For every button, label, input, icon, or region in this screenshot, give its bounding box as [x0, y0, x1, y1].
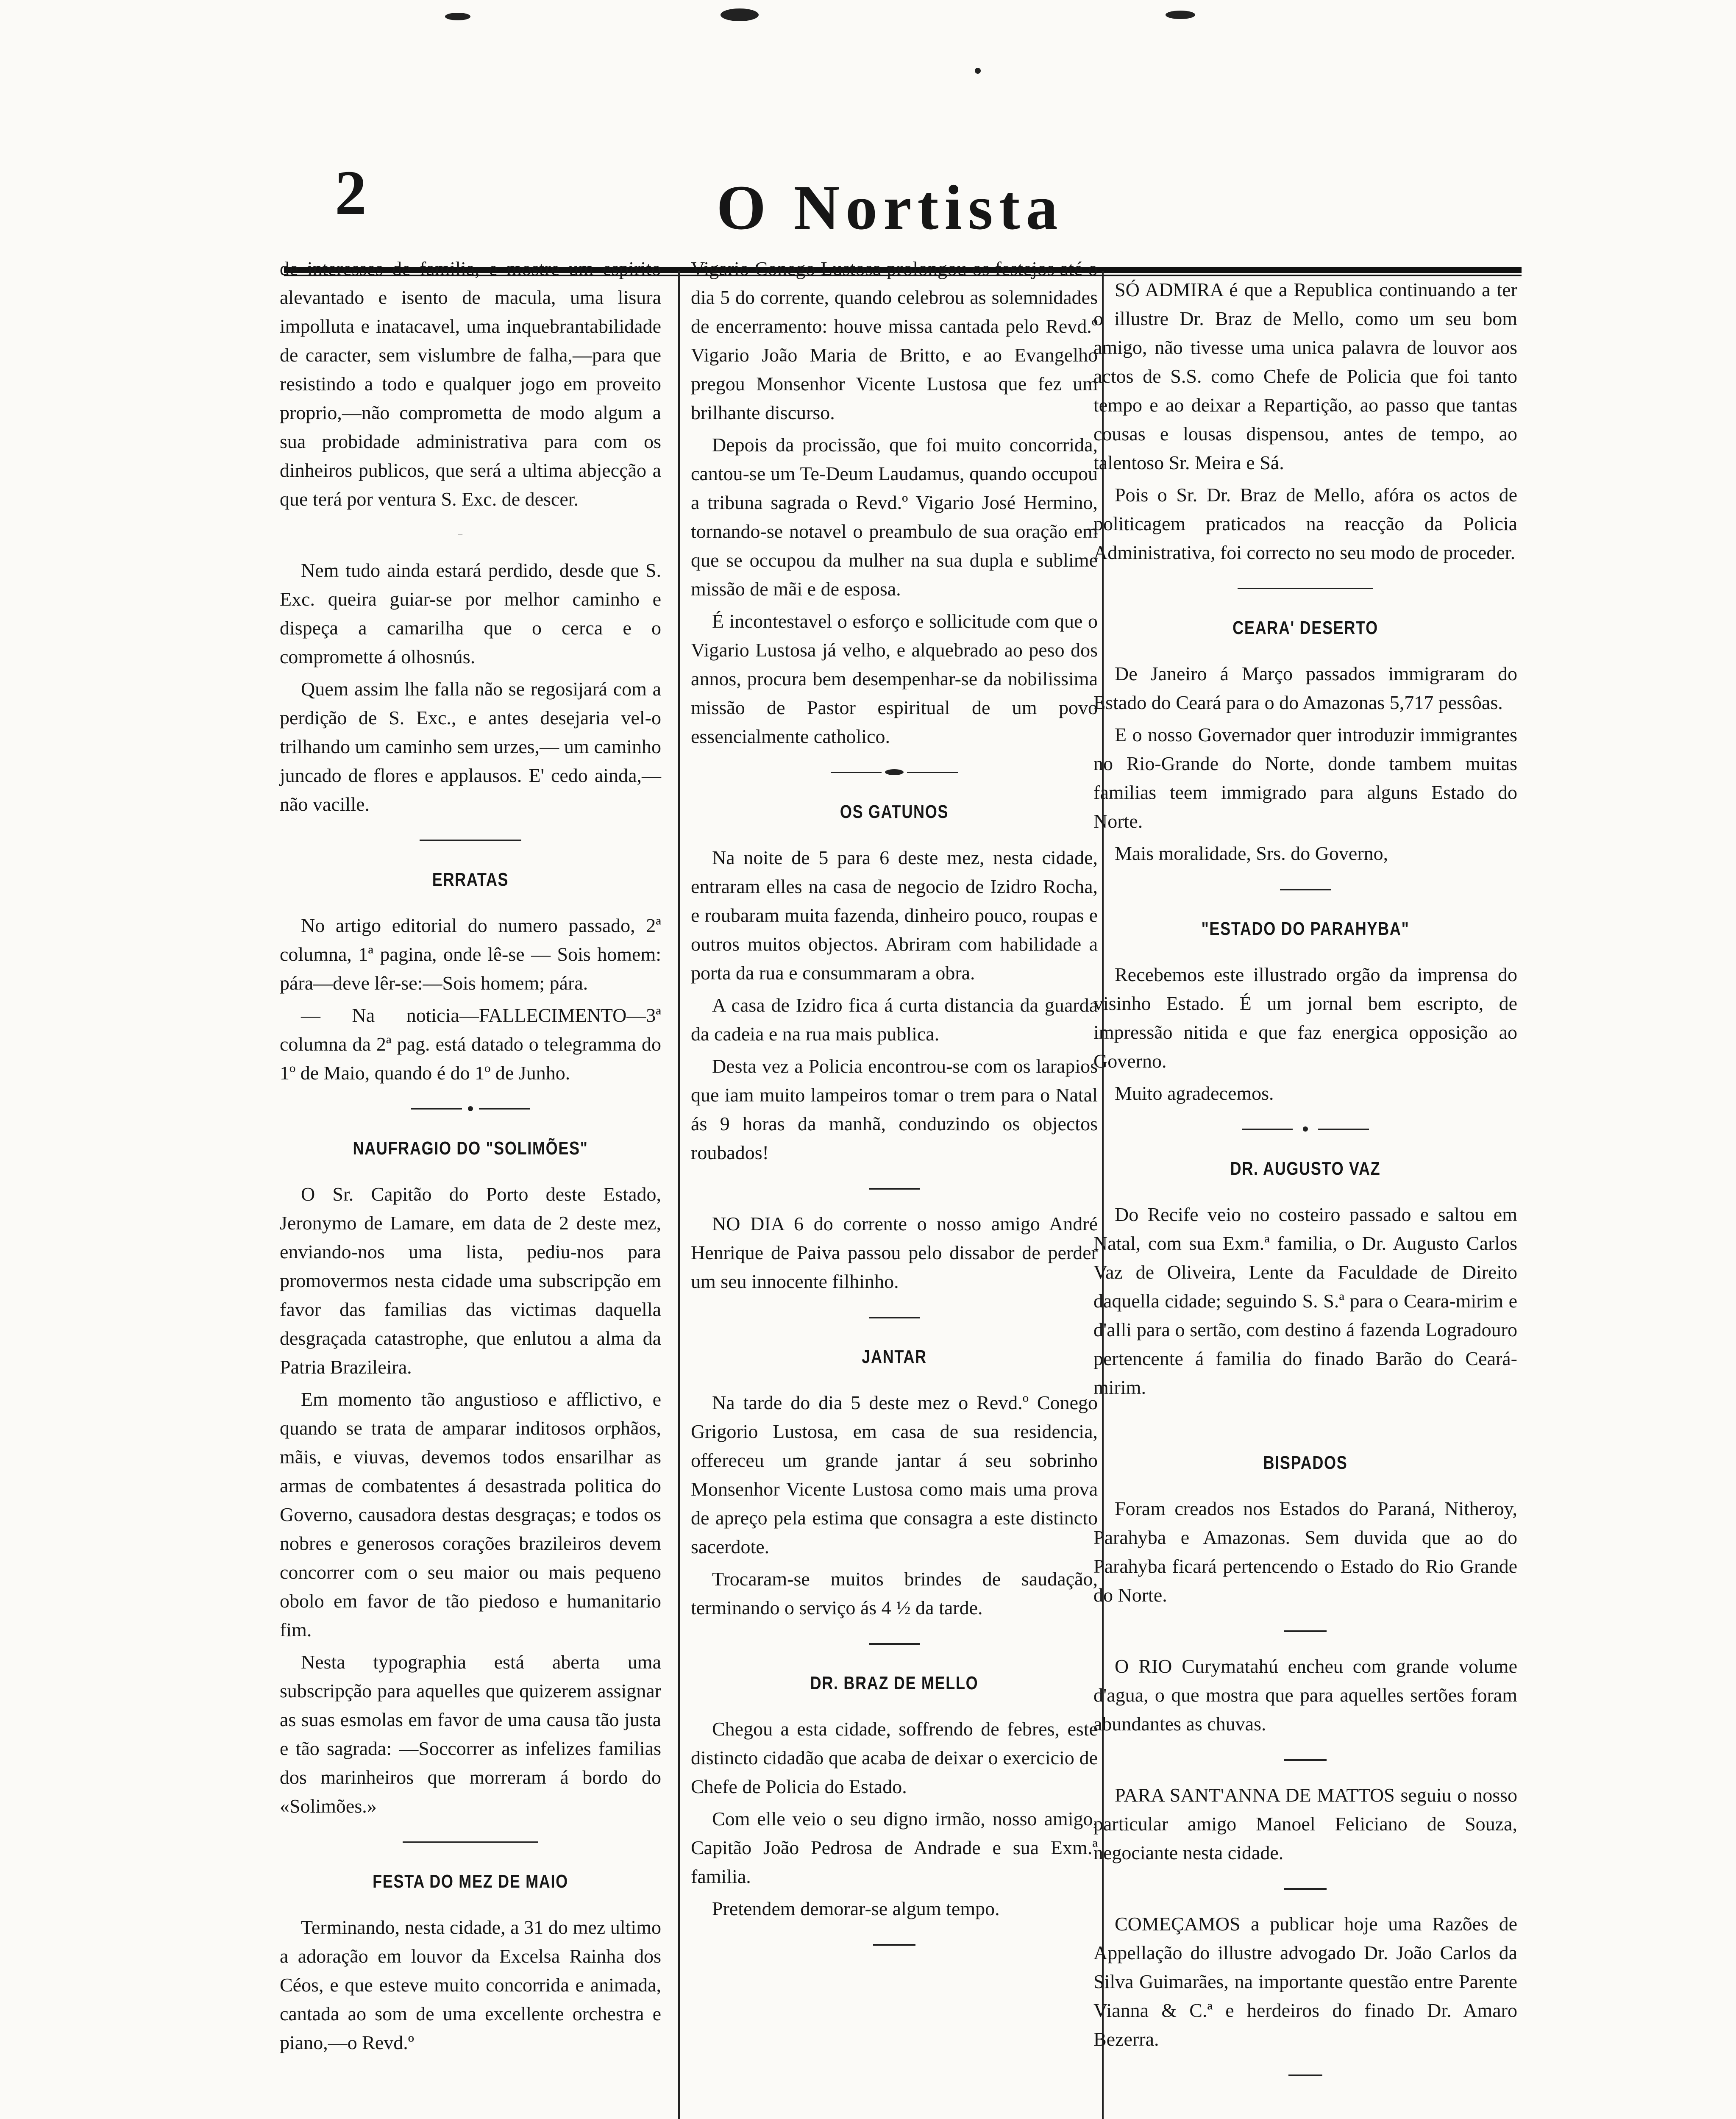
paragraph: O RIO Curymatahú encheu com grande volume d'agua, o que mostra que para aquelles sertões foram abundantes as chuvas. — [1093, 1655, 1517, 1735]
paragraph: PARA SANT'ANNA DE MATTOS seguiu o nosso particular amigo Manoel Feliciano de Souza, negociante nesta cidade. — [1093, 1784, 1517, 1863]
paragraph: Mais moralidade, Srs. do Governo, — [1115, 843, 1388, 864]
erratas-headline: ERRATAS — [432, 869, 509, 890]
paragraph: Trocaram-se muitos brindes de saudação, terminando o serviço ás 4 ½ da tarde. — [691, 1568, 1098, 1618]
paragraph: Recebemos este illustrado orgão da imprensa do visinho Estado. É um jornal bem escripto, de impressão nitida e que faz energica opposição ao Governo. — [1093, 964, 1517, 1072]
section-divider — [1238, 584, 1373, 592]
paragraph: — Na noticia—FALLECIMENTO—3ª columna da 2ª pag. está datado o telegramma do 1º de Maio, quando é do 1º de Junho. — [280, 1004, 661, 1084]
paragraph: Vigario Conego Lustosa prolongou os festejos até o dia 5 do corrente, quando celebrou as solemnidades de encerramento: houve missa cantada pelo Revd.º Vigario João Maria de Britto, e ao Evangelho pregou Monsenhor Vicente Lustosa que fez um brilhante discurso. — [691, 258, 1098, 423]
paragraph: E o nosso Governador quer introduzir immigrantes no Rio-Grande do Norte, donde tambem muitas familias teem immigrado para alguns Estado do Norte. — [1093, 724, 1517, 832]
section-divider — [1238, 2071, 1373, 2079]
gatunos-headline: OS GATUNOS — [840, 801, 949, 822]
paragraph: Do Recife veio no costeiro passado e saltou em Natal, com sua Exm.ª familia, o Dr. Augusto Carlos Vaz de Oliveira, Lente da Faculdade de Direito daquella cidade; seguindo S. S.ª para o Ceara-mirim e d'alli para o sertão, com destino á fazenda Logradouro pertencente á familia do finado Barão do Ceará-mirim. — [1093, 1204, 1517, 1398]
section-divider — [826, 1184, 962, 1193]
paragraph: Chegou a esta cidade, soffrendo de febres, este distincto cidadão que acaba de deixar o exercicio de Chefe de Policia do Estado. — [691, 1718, 1098, 1797]
page-number: 2 — [335, 158, 367, 228]
parahyba-headline: "ESTADO DO PARAHYBA" — [1201, 918, 1410, 939]
paragraph: Pois o Sr. Dr. Braz de Mello, afóra os actos de politicagem praticados na reacção da Policia Administrativa, foi correcto no seu modo de proceder. — [1093, 484, 1517, 563]
paragraph: NO DIA 6 do corrente o nosso amigo André Henrique de Paiva passou pelo dissabor de perder um seu innocente filhinho. — [691, 1213, 1098, 1292]
section-divider — [1238, 1755, 1373, 1764]
festa-headline: FESTA DO MEZ DE MAIO — [373, 1871, 568, 1892]
column-separator — [678, 271, 680, 2119]
jantar-headline: JANTAR — [862, 1346, 927, 1367]
paragraph: A casa de Izidro fica á curta distancia da guarda da cadeia e na rua mais publica. — [691, 994, 1098, 1045]
section-divider — [1238, 1627, 1373, 1635]
bispados-headline: BISPADOS — [1263, 1452, 1348, 1473]
section-divider — [826, 1940, 962, 1949]
section-divider — [1238, 1125, 1373, 1133]
paragraph: De Janeiro á Março passados immigraram do Estado do Ceará para o do Amazonas 5,717 pessôas. — [1093, 663, 1517, 713]
paragraph: O Sr. Capitão do Porto deste Estado, Jeronymo de Lamare, em data de 2 deste mez, enviando-nos uma lista, pediu-nos para promovermos nesta cidade uma subscripção em favor das familias das victimas daquella desgraçada catastrophe, que enlutou a alma da Patria Brazileira. — [280, 1183, 661, 1378]
ceara-headline: CEARA' DESERTO — [1232, 617, 1378, 638]
column-3 — [1093, 275, 1517, 2096]
section-divider — [403, 1104, 538, 1113]
paragraph: de interesses de familia, e mostre um espirito alevantado e isento de macula, uma lisura impolluta e inatacavel, uma inquebrantabilidade de caracter, sem vislumbre de falha,—para que resistindo a todo e qualquer jogo em proveito proprio,—não comprometta de modo algum a sua probidade administrativa para com os dinheiros publicos, que será a ultima abjecção a que terá por ventura S. Exc. de descer. — [280, 258, 661, 510]
paragraph: Em momento tão angustioso e afflictivo, e quando se trata de amparar inditosos orphãos, mãis, e viuvas, devemos todos ensarilhar as armas de combatentes á desastrada politica do Governo, causadora destas desgraças; e todos os nobres e generosos corações brazileiros devem concorrer com o seu maior ou mais pequeno obolo em favor de tão piedoso e humanitario fim. — [280, 1388, 661, 1641]
newspaper-masthead: O Nortista — [716, 172, 1064, 243]
paragraph: Na noite de 5 para 6 deste mez, nesta cidade, entraram elles na casa de negocio de Izidro Rocha, e roubaram muita fazenda, dinheiro pouco, roupas e outros muitos objectos. Abriram com habilidade a porta da rua e consummaram a obra. — [691, 847, 1098, 984]
section-divider — [458, 531, 483, 539]
paragraph: Na tarde do dia 5 deste mez o Revd.º Conego Grigorio Lustosa, em casa de sua residencia, offereceu um grande jantar á seu sobrinho Monsenhor Vicente Lustosa como mais uma prova de apreço pela estima que consagra a este distincto sacerdote. — [691, 1392, 1098, 1557]
section-divider — [826, 1639, 962, 1648]
scan-speck — [445, 13, 470, 20]
paragraph: Desta vez a Policia encontrou-se com os larapios que iam muito lampeiros tomar o trem para o Natal ás 9 horas da manhã, conduzindo os objectos roubados! — [691, 1055, 1098, 1163]
braz-headline: DR. BRAZ DE MELLO — [810, 1673, 979, 1694]
section-divider — [826, 1313, 962, 1321]
paragraph: No artigo editorial do numero passado, 2ª columna, 1ª pagina, onde lê-se — Sois homem: pára—deve lêr-se:—Sois homem; pára. — [280, 915, 661, 994]
paragraph: SÓ ADMIRA é que a Republica continuando a ter o illustre Dr. Braz de Mello, como um seu bom amigo, não tivesse uma unica palavra de louvor aos actos de S.S. como Chefe de Policia que foi tanto tempo e ao deixar a Repartição, ao passo que tantas cousas e lousas dispensou, antes de tempo, ao talentoso Sr. Meira e Sá. — [1093, 279, 1517, 473]
section-divider — [403, 836, 538, 844]
vaz-headline: DR. AUGUSTO VAZ — [1230, 1158, 1381, 1179]
column-1 — [280, 254, 661, 2061]
scan-speck — [721, 8, 759, 21]
paragraph: É incontestavel o esforço e sollicitude com que o Vigario Lustosa já velho, e alquebrado ao peso dos annos, procura bem desempenhar-se da nobilissima missão de Pastor espiritual de um povo essencialmente catholico. — [691, 610, 1098, 747]
scan-speck — [1166, 11, 1195, 19]
paragraph: Nem tudo ainda estará perdido, desde que S. Exc. queira guiar-se por melhor caminho e dispeça a camarilha que o cerca e o compromette á olhosnús. — [280, 559, 661, 667]
paragraph: Nesta typographia está aberta uma subscripção para aquelles que quizerem assignar as suas esmolas em favor de uma causa tão justa e tão sagrada: —Soccorrer as infelizes familias dos marinheiros que morreram á bordo do «Solimões.» — [280, 1651, 661, 1817]
column-2 — [691, 254, 1098, 1966]
paragraph: Pretendem demorar-se algum tempo. — [712, 1898, 1000, 1919]
paragraph: Com elle veio o seu digno irmão, nosso amigo, Capitão João Pedrosa de Andrade e sua Exm.ª familia. — [691, 1808, 1098, 1887]
paragraph: Foram creados nos Estados do Paraná, Nitheroy, Parahyba e Amazonas. Sem duvida que ao do Parahyba ficará pertencendo o Estado do Rio Grande do Norte. — [1093, 1498, 1517, 1606]
section-divider — [1238, 1884, 1373, 1893]
section-divider — [403, 1838, 538, 1846]
section-divider — [826, 768, 962, 776]
paragraph: Quem assim lhe falla não se regosijará com a perdição de S. Exc., e antes desejaria vel-o trilhando um caminho sem urzes,— um caminho juncado de flores e applausos. E' cedo ainda,—não vacille. — [280, 678, 661, 815]
section-divider — [1238, 885, 1373, 893]
naufragio-headline: NAUFRAGIO DO "SOLIMÕES" — [353, 1138, 588, 1159]
paragraph: Muito agradecemos. — [1115, 1082, 1274, 1104]
paragraph: Depois da procissão, que foi muito concorrida, cantou-se um Te-Deum Laudamus, quando occupou a tribuna sagrada o Revd.º Vigario José Hermino, tornando-se notavel o preambulo de sua oração em que se occupou da mulher na sua dupla e sublime missão de mãi e de esposa. — [691, 434, 1098, 600]
scan-speck — [975, 68, 981, 74]
paragraph: COMEÇAMOS a publicar hoje uma Razões de Appellação do illustre advogado Dr. João Carlos da Silva Guimarães, na importante questão entre Parente Vianna & C.ª e herdeiros do finado Dr. Amaro Bezerra. — [1093, 1913, 1517, 2050]
paragraph: Terminando, nesta cidade, a 31 do mez ultimo a adoração em louvor da Excelsa Rainha dos Céos, e que esteve muito concorrida e animada, cantada ao som de uma excellente orchestra e piano,—o Revd.º — [280, 1916, 661, 2053]
